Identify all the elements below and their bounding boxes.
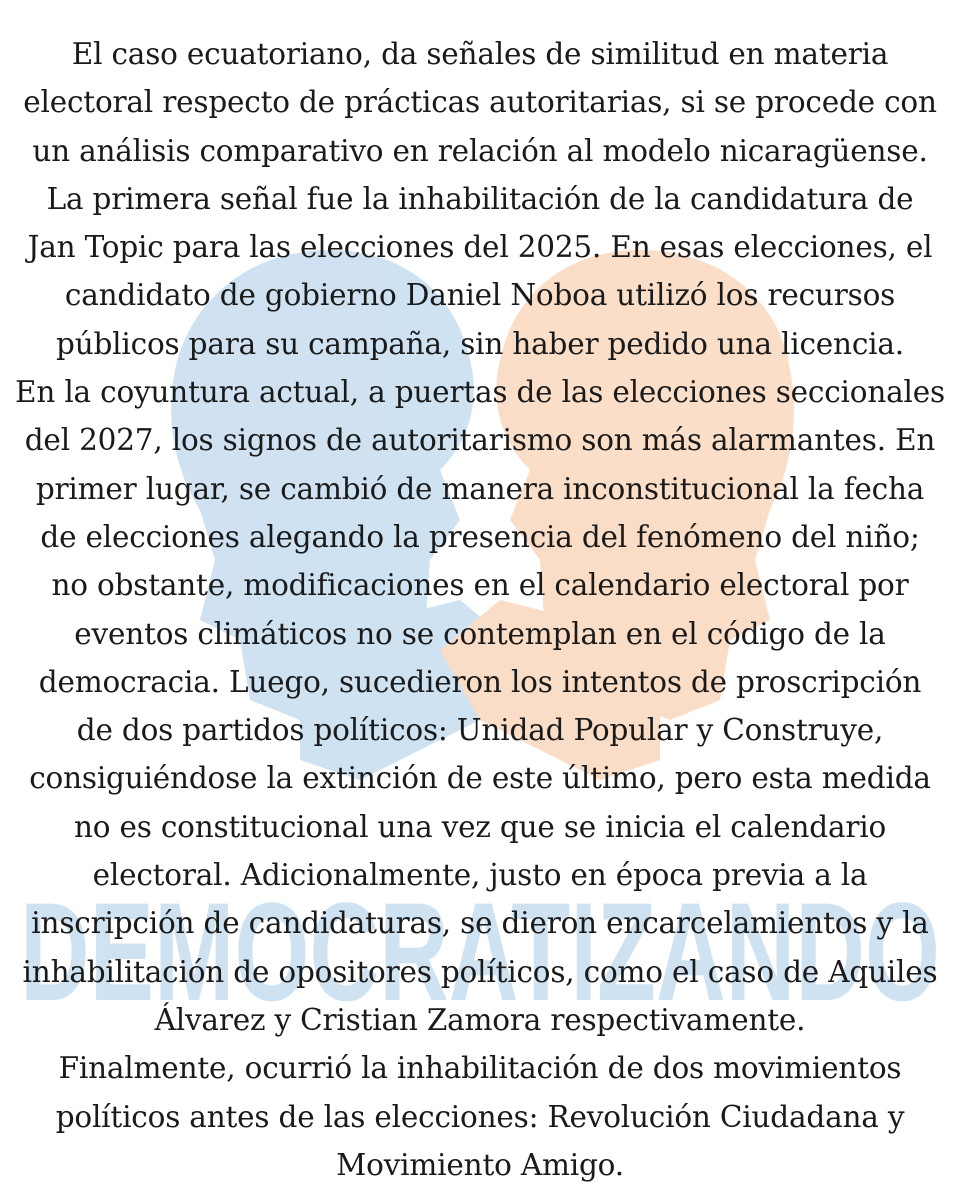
text-line: democracia. Luego, sucedieron los intentos de proscripción xyxy=(38,664,922,699)
text-line: de elecciones alegando la presencia del fenómeno del niño; xyxy=(40,519,920,554)
text-line: de dos partidos políticos: Unidad Popular y Construye, xyxy=(76,713,884,748)
text-line: Movimiento Amigo. xyxy=(336,1147,624,1182)
text-line: no es constitucional una vez que se inicia el calendario xyxy=(73,809,887,844)
body-text xyxy=(0,30,960,1189)
text-line: consiguiéndose la extinción de este último, pero esta medida xyxy=(29,761,931,796)
text-line: Álvarez y Cristian Zamora respectivamente. xyxy=(154,1002,806,1037)
text-line: primer lugar, se cambió de manera inconstitucional la fecha xyxy=(35,471,925,506)
text-line: El caso ecuatoriano, da señales de similitud en materia xyxy=(71,37,889,71)
text-line: eventos climáticos no se contemplan en el código de la xyxy=(74,616,886,651)
text-line: electoral. Adicionalmente, justo en época previa a la xyxy=(92,858,868,893)
text-line: del 2027, los signos de autoritarismo son más alarmantes. En xyxy=(24,423,936,458)
text-line: inscripción de candidaturas, se dieron encarcelamientos y la xyxy=(31,906,929,941)
text-line: públicos para su campaña, sin haber pedido una licencia. xyxy=(56,326,904,361)
text-line: electoral respecto de prácticas autoritarias, si se procede con xyxy=(23,85,937,120)
text-line: un análisis comparativo en relación al modelo nicaragüense. xyxy=(32,133,928,168)
text-line: no obstante, modificaciones en el calendario electoral por xyxy=(51,568,909,603)
text-line: La primera señal fue la inhabilitación de la candidatura de xyxy=(46,181,914,216)
watermark-brand-text: DEMOCRATIZANDO xyxy=(20,873,940,1030)
text-line: Jan Topic para las elecciones del 2025. En esas elecciones, el xyxy=(27,230,933,265)
text-line: Finalmente, ocurrió la inhabilitación de dos movimientos xyxy=(58,1051,902,1086)
text-line: políticos antes de las elecciones: Revolución Ciudadana y xyxy=(55,1099,905,1134)
text-line: En la coyuntura actual, a puertas de las elecciones seccionales xyxy=(15,375,945,410)
text-line: candidato de gobierno Daniel Noboa utilizó los recursos xyxy=(64,278,896,313)
text-line: inhabilitación de opositores políticos, como el caso de Aquiles xyxy=(22,954,938,989)
